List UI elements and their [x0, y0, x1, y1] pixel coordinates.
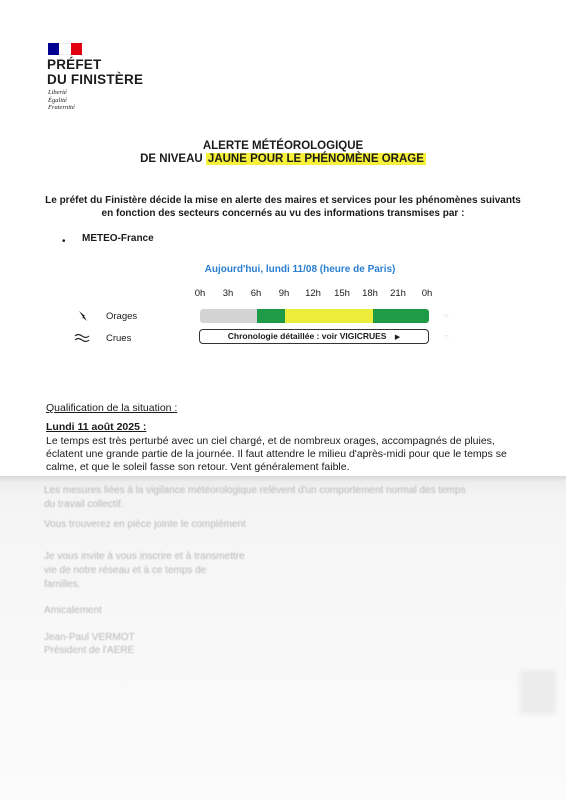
prefecture-line-2: DU FINISTÈRE: [47, 71, 144, 87]
hour-label: 9h: [278, 288, 290, 299]
motto-liberte: Liberté: [48, 89, 67, 96]
bleed-text-line: Les mesures liées à la vigilance météorologique relèvent d'un comportement normal des temps: [44, 485, 466, 496]
level-segment-yellow: [285, 309, 373, 323]
bleed-text-line: Président de l'AERE: [44, 645, 135, 656]
republic-motto: [48, 89, 75, 112]
bleed-text-line: du travail collectif.: [44, 499, 124, 510]
alert-level-prefix: DE NIVEAU: [140, 153, 203, 165]
vigicrues-link[interactable]: [199, 329, 429, 344]
prefecture-name: [47, 58, 143, 87]
hour-label: 0h: [194, 288, 206, 299]
arrow-right-icon: ▶: [394, 334, 401, 341]
hour-label: 3h: [222, 288, 234, 299]
intro-paragraph: Le préfet du Finistère décide la mise en alerte des maires et services pour les phénomènes suivants en fonction des secteurs concernés au vu des informations transmises par :: [45, 195, 521, 219]
hour-label: 0h: [421, 288, 433, 299]
vigicrues-link-text: Chronologie détaillée : voir VIGICRUES: [227, 331, 387, 341]
bullet-dot: •: [62, 236, 66, 247]
motto-egalite: Égalité: [48, 96, 67, 104]
bleed-text-line: vie de notre réseau et à ce temps de: [44, 565, 207, 576]
faint-mark: ○: [444, 311, 449, 320]
bleed-text-line: Jean-Paul VERMOT: [44, 632, 135, 643]
bleed-text-line: Je vous invite à vous inscrire et à transmettre: [44, 551, 245, 562]
waves-icon: [74, 333, 90, 346]
prefecture-line-1: PRÉFET: [47, 57, 102, 72]
republic-flag-logo: [48, 43, 82, 55]
alert-level-line: [0, 153, 566, 165]
lightning-icon: [77, 310, 89, 325]
level-segment-green: [257, 309, 285, 323]
level-segment-green: [373, 309, 429, 323]
situation-description: Le temps est très perturbé avec un ciel chargé, et de nombreux orages, accompagnés de pluies, éclatent une grande partie de la journée. Il faut attendre le milieu d'après-midi pour que le temps se calme, et que le soleil fasse son retour. Vent généralement faible.: [46, 435, 507, 474]
alert-level-highlight: JAUNE POUR LE PHÉNOMÈNE ORAGE: [207, 153, 424, 165]
hour-label: 6h: [250, 288, 262, 299]
orages-label: Orages: [106, 311, 138, 322]
motto-fraternite: Fraternité: [48, 104, 75, 111]
source-name: METEO-France: [82, 233, 154, 244]
qualification-heading: Qualification de la situation :: [46, 402, 178, 414]
timeline-heading: Aujourd'hui, lundi 11/08 (heure de Paris): [204, 264, 396, 275]
hour-label: 12h: [305, 288, 321, 299]
hour-label: 18h: [362, 288, 378, 299]
bleed-text-line: familles.: [44, 579, 81, 590]
bleed-stamp-smudge: [520, 670, 556, 714]
bleed-text-line: Vous trouverez en pièce jointe le complément: [44, 519, 246, 530]
orages-level-bar: [200, 309, 429, 323]
level-segment-grey: [200, 309, 257, 323]
bleed-text-line: Amicalement: [44, 605, 102, 616]
situation-date: Lundi 11 août 2025 :: [46, 421, 147, 433]
hour-label: 15h: [334, 288, 350, 299]
hour-label: 21h: [390, 288, 406, 299]
crues-label: Crues: [106, 333, 132, 344]
alert-title: ALERTE MÉTÉOROLOGIQUE: [202, 140, 364, 152]
faint-mark: ○: [444, 332, 449, 341]
